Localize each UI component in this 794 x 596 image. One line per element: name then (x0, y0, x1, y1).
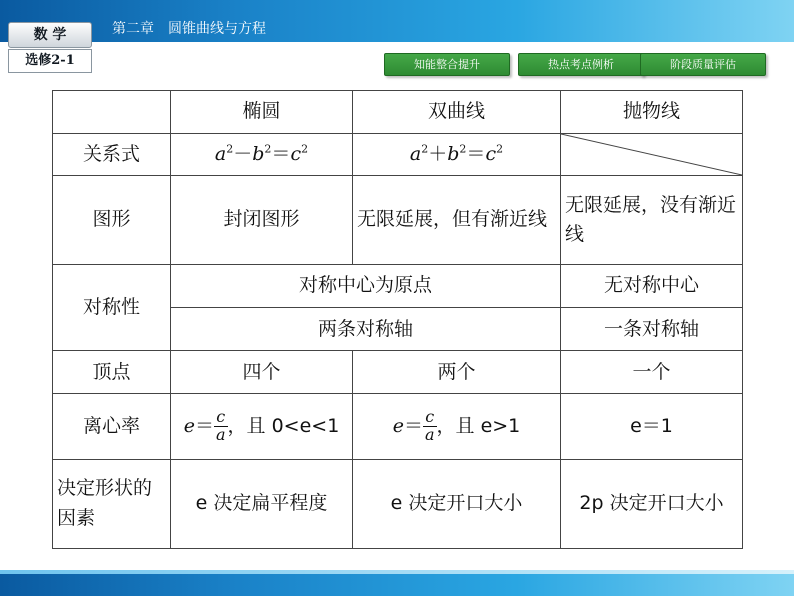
shape-row (53, 176, 743, 265)
fraction-c-over-a: $\frac{c}{a}$ (424, 407, 435, 445)
shape-factor-ellipse: e 决定扁平程度 (171, 459, 353, 548)
symmetry-center-parabola: 无对称中心 (561, 265, 743, 308)
nav-button-assessment[interactable]: 阶段质量评估 (640, 53, 766, 76)
eccentricity-hyperbola-condition: ，且 e>1 (436, 415, 521, 438)
diagonal-line (561, 134, 742, 175)
vertex-hyperbola: 两个 (353, 351, 561, 394)
shape-label: 图形 (53, 176, 171, 265)
shape-factor-hyperbola: e 决定开口大小 (353, 459, 561, 548)
subject-label: 数 学 (8, 22, 92, 48)
nav-button-hotspots[interactable]: 热点考点例析 (518, 53, 644, 76)
relation-row (53, 134, 743, 176)
eccentricity-ellipse: e＝ $\frac{c}{a}$ ，且 0<e<1 (171, 394, 353, 460)
relation-label: 关系式 (53, 134, 171, 176)
relation-hyperbola: $a^2+b^2=c^2$ (353, 134, 561, 176)
header-empty-cell (53, 91, 171, 134)
vertex-ellipse: 四个 (171, 351, 353, 394)
shape-factor-row (53, 459, 743, 548)
course-label: 选修2-1 (8, 49, 92, 73)
eccentricity-hyperbola: e＝ $\frac{c}{a}$ ，且 e>1 (353, 394, 561, 460)
vertex-label: 顶点 (53, 351, 171, 394)
fraction-c-over-a: $\frac{c}{a}$ (215, 407, 226, 445)
chapter-title: 第二章 圆锥曲线与方程 (112, 21, 266, 37)
vertex-row (53, 351, 743, 394)
symmetry-axis-shared: 两条对称轴 (171, 308, 561, 351)
eccentricity-row (53, 394, 743, 460)
header-parabola: 抛物线 (561, 91, 743, 134)
vertex-parabola: 一个 (561, 351, 743, 394)
nav-button-summary[interactable]: 知能整合提升 (384, 53, 510, 76)
header-hyperbola: 双曲线 (353, 91, 561, 134)
comparison-table (52, 90, 743, 549)
comparison-table-wrapper (52, 90, 742, 549)
eccentricity-parabola: e＝1 (561, 394, 743, 460)
shape-parabola: 无限延展，没有渐近线 (561, 176, 743, 265)
symmetry-center-row (53, 265, 743, 308)
symmetry-label: 对称性 (53, 265, 171, 351)
shape-factor-label: 决定形状的因素 (53, 459, 171, 548)
table-header-row (53, 91, 743, 134)
symmetry-axis-parabola: 一条对称轴 (561, 308, 743, 351)
relation-ellipse: $a^2-b^2=c^2$ (171, 134, 353, 176)
footer-bar (0, 570, 794, 596)
shape-hyperbola: 无限延展，但有渐近线 (353, 176, 561, 265)
symmetry-center-shared: 对称中心为原点 (171, 265, 561, 308)
header-ellipse: 椭圆 (171, 91, 353, 134)
eccentricity-label: 离心率 (53, 394, 171, 460)
shape-ellipse: 封闭图形 (171, 176, 353, 265)
shape-factor-parabola: 2p 决定开口大小 (561, 459, 743, 548)
relation-parabola-slash (561, 134, 743, 176)
eccentricity-ellipse-condition: ，且 0<e<1 (227, 415, 340, 438)
